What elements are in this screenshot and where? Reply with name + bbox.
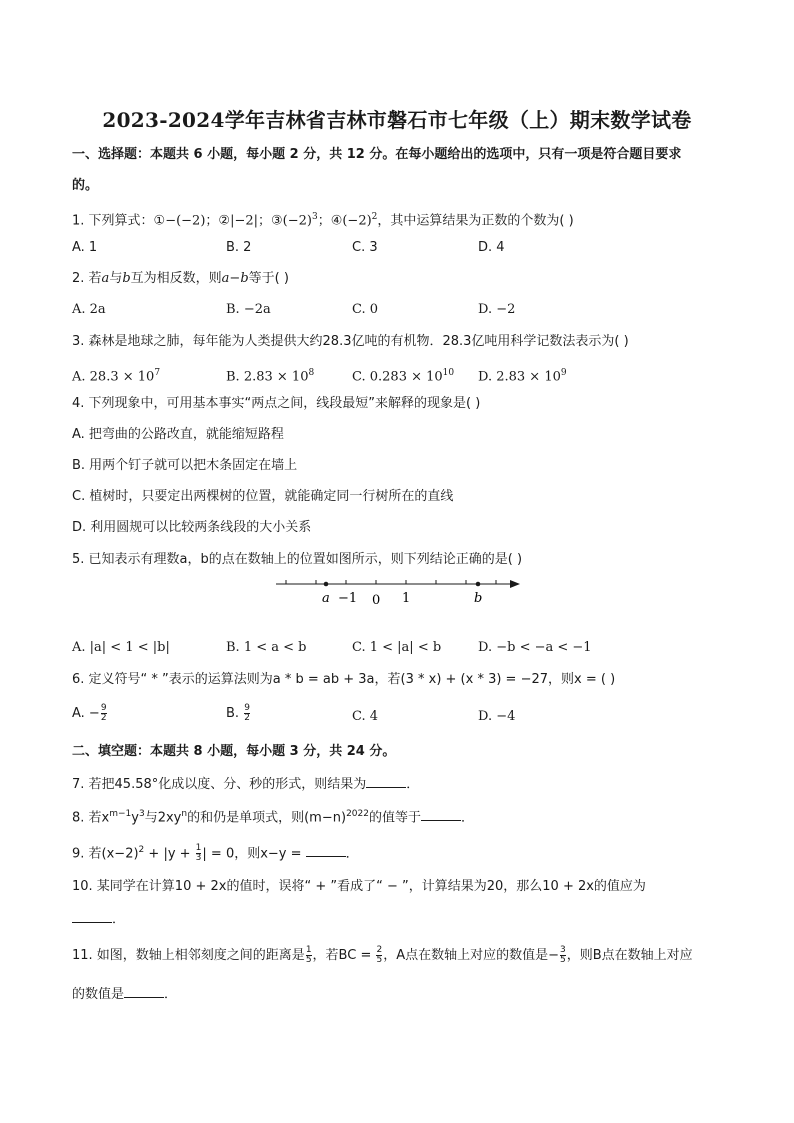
question-11-cont: 的数值是 ． [72,987,178,1002]
q1-option-a: A. 1 [72,240,98,255]
q6-option-c: C. 4 [352,709,379,724]
q1-option-d: D. 4 [478,240,505,255]
question-1: 1. 下列算式：①−(−2)；②|−2|；$③(-2)^3$；$④(-2)^2$，其中运算结果为正数的个数为( ) [72,212,574,229]
q1-option-b: B. 2 [226,240,252,255]
q5-option-b: B. 1 < a < b [226,640,307,655]
question-10: 10. 某同学在计算10 + 2x的值时，误将“ + ”看成了“ − ”，计算结果为20，那么10 + 2x的值应为 [72,879,646,894]
section1-header: 一、选择题：本题共 6 小题，每小题 2 分，共 12 分。在每小题给出的选项中，只有一项是符合题目要求 [72,147,682,162]
answer-blank [124,985,164,998]
question-6: 6. 定义符号“ * ”表示的运算法则为a * b = ab + 3a，若(3 * x) + (x * 3) = −27，则x = ( ) [72,672,616,687]
q3-option-a: A. $28.3 \times 10^7$ [72,368,161,385]
label-b: b [474,591,483,606]
q2-option-c: C. 0 [352,302,379,317]
q4-option-c: C. 植树时，只要定出两棵树的位置，就能确定同一行树所在的直线 [72,489,454,504]
q4-option-a: A. 把弯曲的公路改直，就能缩短路程 [72,427,284,442]
q6-option-a: A. − $\frac{9}{2}$ [72,703,107,723]
page-title: 2023-2024学年吉林省吉林市磐石市七年级（上）期末数学试卷 [102,108,692,132]
question-10-cont: ． [72,910,125,928]
q2-option-b: B. −2a [226,302,271,317]
q6-option-d: D. −4 [478,709,516,724]
label-neg1: −1 [338,591,358,606]
q2-option-d: D. −2 [478,302,516,317]
point-a [324,582,329,587]
answer-blank [366,775,406,788]
q5-option-c: C. 1 < |a| < b [352,640,442,655]
label-1: 1 [402,591,411,606]
answer-blank [421,808,461,821]
answer-blank [72,910,112,923]
q2-option-a: A. 2a [72,302,106,317]
q6-option-b: B. $\frac{9}{2}$ [226,703,250,723]
q5-option-a: A. |a| < 1 < |b| [72,640,170,655]
question-2: 2. 若a与b互为相反数，则a−b等于( ) [72,271,289,286]
label-0: 0 [372,593,381,608]
answer-blank [306,844,346,857]
question-5: 5. 已知表示有理数a，b的点在数轴上的位置如图所示，则下列结论正确的是( ) [72,552,523,567]
q3-option-c: C. $0.283 \times 10^{10}$ [352,368,455,385]
label-a: a [322,591,330,606]
number-line-arrow [510,580,520,588]
q1-option-c: C. 3 [352,240,378,255]
point-b [476,582,481,587]
number-line-figure [270,574,530,608]
question-4: 4. 下列现象中，可用基本事实“两点之间，线段最短”来解释的现象是( ) [72,396,481,411]
q5-option-d: D. −b < −a < −1 [478,640,592,655]
q3-option-d: D. $2.83 \times 10^9$ [478,368,567,385]
question-11: 11. 如图，数轴上相邻刻度之间的距离是 $\frac{1}{5}$ ，若BC = $\frac{2}{5}$ ，A点在数轴上对应的数值是− $\frac{3}{5}$ ，则B点在数轴上对应 [72,945,693,965]
q3-option-b: B. $2.83 \times 10^8$ [226,368,315,385]
q4-option-b: B. 用两个钉子就可以把木条固定在墙上 [72,458,298,473]
question-9: 9. 若$(x-2)^2 + |y$ + $\frac{1}{3}$ | = 0，则x−y = ． [72,843,359,864]
section2-header: 二、填空题：本题共 8 小题，每小题 3 分，共 24 分。 [72,744,396,759]
question-3: 3. 森林是地球之肺，每年能为人类提供大约28.3亿吨的有机物．28.3亿吨用科学记数法表示为( ) [72,334,629,349]
q4-option-d: D. 利用圆规可以比较两条线段的大小关系 [72,520,312,535]
section1-header-cont: 的。 [72,178,99,193]
question-7: 7. 若把45.58°化成以度、分、秒的形式，则结果为 ． [72,777,420,792]
question-8: 8. 若$x^{m-1}y^3$与$2xy^n$的和仍是单项式，则$(m-n)^{2022}$的值等于 ． [72,809,474,826]
